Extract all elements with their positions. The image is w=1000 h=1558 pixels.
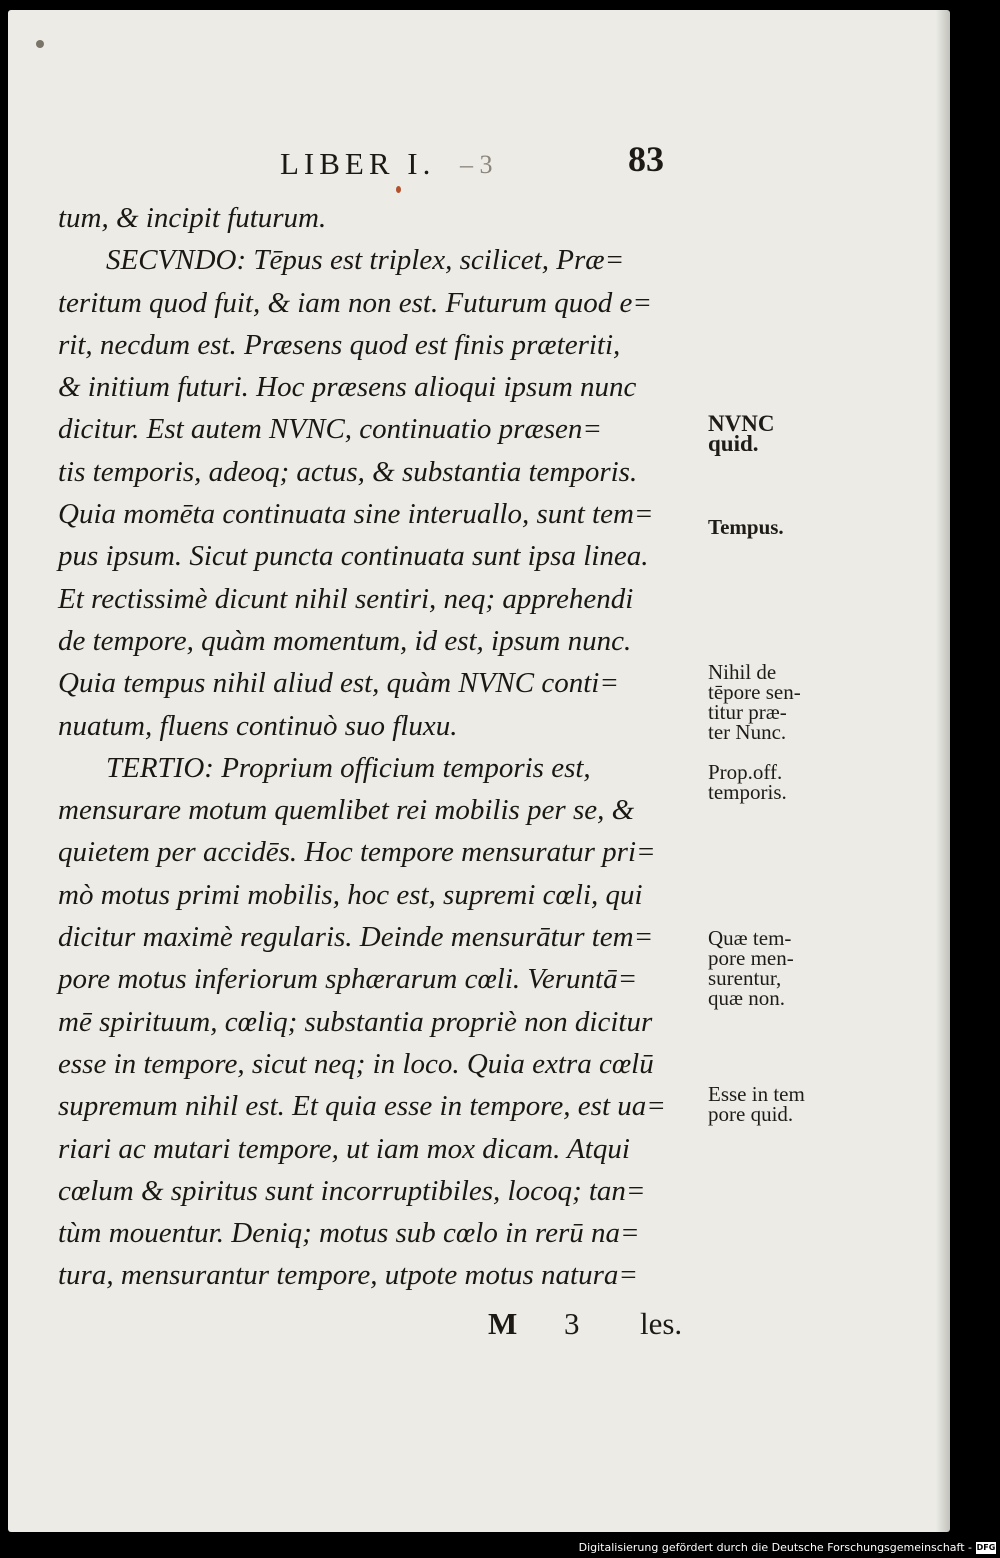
ink-spot	[396, 186, 401, 193]
text-line: tura, mensurantur tempore, utpote motus natura=	[58, 1259, 638, 1292]
text-line: nuatum, fluens continuò suo fluxu.	[58, 709, 458, 742]
text-line: quietem per accidēs. Hoc tempore mensuratur pri=	[58, 836, 656, 869]
text-line: rit, necdum est. Præsens quod est finis præteriti,	[58, 328, 621, 361]
margin-note-prop-off: Prop.off. temporis.	[708, 760, 787, 804]
text-line: Quia momēta continuata sine interuallo, sunt tem=	[58, 498, 654, 531]
catchword: les.	[640, 1306, 683, 1341]
margin-note-quae-tempore: Quæ tem- pore men- surentur, quæ non.	[708, 926, 794, 1010]
text-line: mē spirituum, cœliq; substantia propriè non dicitur	[58, 1005, 653, 1038]
text-line: tis temporis, adeoq; actus, & substantia temporis.	[58, 455, 638, 488]
text-line: pus ipsum. Sicut puncta continuata sunt ipsa linea.	[58, 540, 649, 573]
text-line: Et rectissimè dicunt nihil sentiri, neq; apprehendi	[58, 582, 634, 615]
margin-note-esse-in-tempore: Esse in tem pore quid.	[708, 1082, 805, 1126]
text-line: dicitur maximè regularis. Deinde mensurātur tem=	[58, 921, 654, 954]
text-line: de tempore, quàm momentum, id est, ipsum nunc.	[58, 624, 632, 657]
dfg-logo: DFG	[976, 1543, 996, 1552]
running-head: LIBER I.	[280, 146, 436, 181]
ink-spot	[36, 40, 44, 48]
text-line: cœlum & spiritus sunt incorruptibiles, locoq; tan=	[58, 1174, 646, 1207]
text-line: tùm mouentur. Deniq; motus sub cœlo in rerū na=	[58, 1217, 640, 1250]
signature-mark: M	[488, 1306, 518, 1341]
text-line: pore motus inferiorum sphærarum cœli. Veruntā=	[58, 963, 638, 996]
text-line: SECVNDO: Tēpus est triplex, scilicet, Præ=	[106, 244, 625, 277]
text-line: supremum nihil est. Et quia esse in tempore, est ua=	[58, 1090, 666, 1123]
book-page	[8, 10, 950, 1532]
margin-note-nihil: Nihil de tēpore sen- titur præ- ter Nunc.	[708, 660, 801, 744]
text-line: & initium futuri. Hoc præsens alioqui ipsum nunc	[58, 371, 637, 404]
text-line: tum, & incipit futurum.	[58, 202, 327, 234]
text-line: teritum quod fuit, & iam non est. Futurum quod e=	[58, 286, 652, 319]
text-line: esse in tempore, sicut neq; in loco. Quia extra cœlū	[58, 1047, 654, 1080]
body-text	[58, 197, 718, 1297]
text-line: mò motus primi mobilis, hoc est, supremi cœli, qui	[58, 878, 643, 911]
margin-note-nunc: NVNC quid.	[708, 411, 775, 456]
signature-number: 3	[564, 1306, 580, 1341]
margin-note-tempus: Tempus.	[708, 515, 784, 539]
text-line: Quia tempus nihil aliud est, quàm NVNC conti=	[58, 667, 619, 700]
text-line: mensurare motum quemlibet rei mobilis per se, &	[58, 794, 635, 827]
running-head-tail: – 3	[460, 150, 493, 179]
text-line: dicitur. Est autem NVNC, continuatio præsen=	[58, 413, 602, 446]
digitization-credit: Digitalisierung gefördert durch die Deutsche Forschungsgemeinschaft -	[578, 1541, 972, 1554]
text-line: riari ac mutari tempore, ut iam mox dicam. Atqui	[58, 1132, 630, 1165]
text-line: TERTIO: Proprium officium temporis est,	[106, 751, 591, 784]
folio-number: 83	[628, 139, 664, 179]
